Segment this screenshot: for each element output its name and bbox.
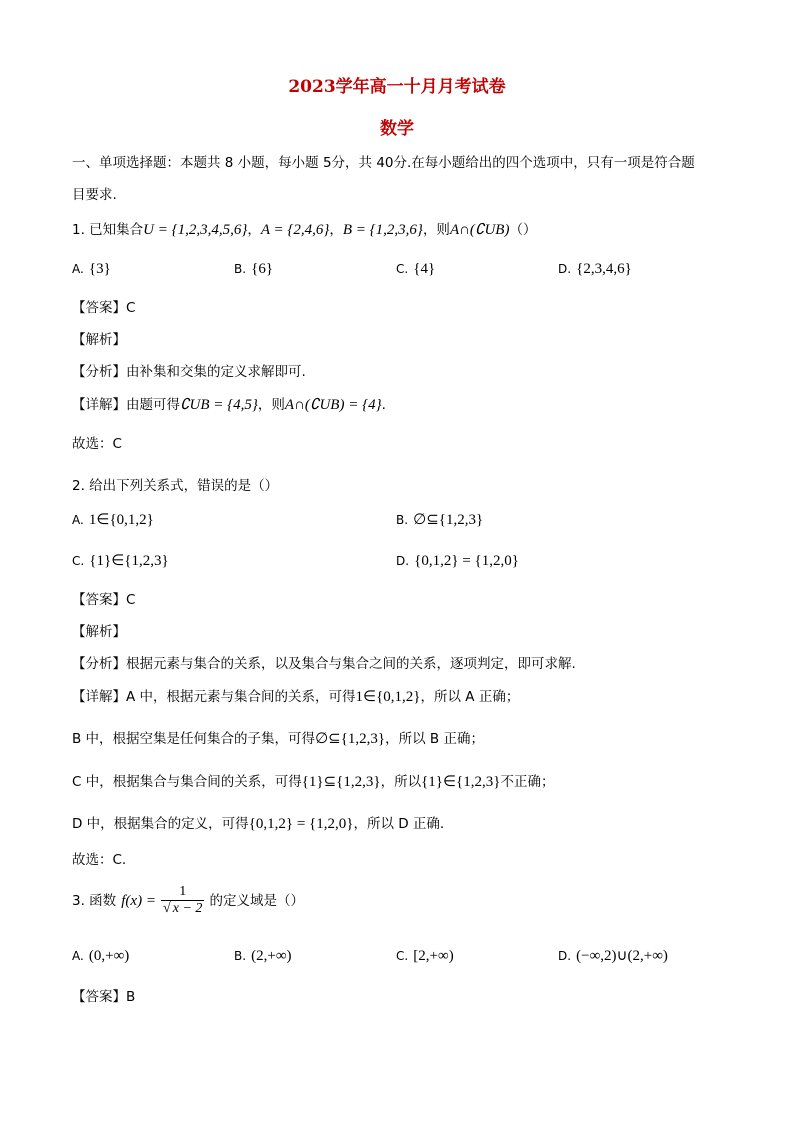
q2-detail-b: [72, 727, 484, 748]
option-text: ∅⊆{1,2,3}: [413, 512, 484, 528]
option-label: A.: [72, 262, 84, 276]
option-label: C.: [396, 949, 409, 963]
answer-tag: 【答案】: [72, 592, 126, 608]
q1-conclusion: 故选：C: [72, 436, 122, 452]
q3-fx: f(x) =: [121, 893, 156, 909]
q3-denominator: √ x − 2: [163, 901, 203, 916]
q1-option-b: [234, 258, 273, 278]
q1-option-d: [558, 258, 632, 278]
q3-option-d: [558, 945, 668, 965]
option-label: B.: [396, 513, 409, 527]
q3-option-a: [72, 945, 129, 965]
q1-expr: A∩(∁UB): [449, 222, 510, 238]
detail-d-pre: D 中，根据集合的定义，可得: [72, 816, 249, 832]
option-text: {0,1,2} = {1,2,0}: [414, 553, 519, 569]
detail-pre: 由题可得: [126, 397, 180, 413]
answer-value: C: [126, 300, 136, 316]
answer-value: C: [126, 592, 136, 608]
detail-d-expr: {0,1,2} = {1,2,0}: [248, 816, 354, 832]
q2-option-a: [72, 509, 154, 529]
q2-detail-d: [72, 812, 444, 833]
option-text: [2,+∞): [413, 948, 454, 964]
detail-c-expr1: {1}⊆{1,2,3}: [301, 774, 381, 790]
q3-suffix: 的定义域是（）: [209, 893, 304, 909]
detail-expr1: ∁UB = {4,5}: [180, 397, 258, 413]
detail-c-mid: ，所以: [380, 774, 422, 790]
detail-expr2: A∩(∁UB) = {4}: [284, 397, 382, 413]
q3-radicand: x − 2: [172, 901, 203, 916]
q1-then: ，则: [422, 222, 450, 238]
q1-fenxi: [72, 360, 306, 380]
option-text: {2,3,4,6}: [576, 261, 632, 277]
option-text: {4}: [413, 261, 436, 277]
option-text: {1}∈{1,2,3}: [89, 553, 169, 569]
option-text: (−∞,2)∪(2,+∞): [576, 948, 668, 964]
detail-tag: 【详解】: [72, 689, 126, 705]
fenxi-text: 根据元素与集合的关系，以及集合与集合之间的关系，逐项判定，即可求解.: [126, 656, 576, 672]
q1-set-a: A = {2,4,6}: [260, 222, 330, 238]
page-subtitle: 数学: [380, 119, 414, 139]
q1-analysis-tag: 【解析】: [72, 332, 126, 348]
question-2-stem: 2. 给出下列关系式，错误的是（）: [72, 478, 279, 494]
option-text: 1∈{0,1,2}: [88, 512, 154, 528]
q3-fraction: [161, 884, 204, 917]
detail-c-expr2: {1}∈{1,2,3}: [421, 774, 501, 790]
q1-answer: [72, 296, 135, 316]
q2-answer: [72, 588, 135, 608]
q2-fenxi: [72, 652, 576, 672]
q1-option-a: [72, 258, 111, 278]
detail-d-post: ，所以 D 正确.: [353, 816, 445, 832]
option-label: A.: [72, 949, 84, 963]
detail-b-pre: B 中，根据空集是任何集合的子集，可得: [72, 731, 316, 747]
page-title: 2023学年高一十月月考试卷: [288, 77, 506, 97]
q2-detail-a: [72, 685, 519, 706]
q1-sep1: ，: [247, 222, 261, 238]
detail-c-post: 不正确；: [500, 774, 555, 790]
detail-end: .: [381, 397, 386, 413]
option-label: A.: [72, 513, 84, 527]
answer-value: B: [126, 989, 136, 1005]
detail-a-pre: A 中，根据元素与集合间的关系，可得: [126, 689, 356, 705]
q1-paren: （）: [509, 222, 537, 238]
q1-prefix: 1. 已知集合: [72, 222, 144, 238]
option-text: {6}: [251, 261, 274, 277]
option-text: (0,+∞): [88, 948, 130, 964]
q3-option-b: [234, 945, 292, 965]
option-text: (2,+∞): [251, 948, 292, 964]
q3-answer: [72, 985, 135, 1005]
detail-a-post: ，所以 A 正确；: [420, 689, 520, 705]
fenxi-tag: 【分析】: [72, 656, 126, 672]
option-label: D.: [558, 262, 572, 276]
option-label: B.: [234, 949, 247, 963]
q2-detail-c: [72, 770, 554, 791]
q2-conclusion: 故选：C.: [72, 852, 127, 868]
q3-option-c: [396, 945, 454, 965]
q1-set-b: B = {1,2,3,6}: [342, 222, 423, 238]
q1-set-u: U = {1,2,3,4,5,6}: [143, 222, 248, 238]
q2-option-b: [396, 509, 483, 529]
question-3-stem: [72, 884, 304, 917]
detail-mid: ，则: [257, 397, 285, 413]
option-label: C.: [396, 262, 409, 276]
option-label: C.: [72, 554, 85, 568]
question-1-stem: [72, 218, 536, 239]
answer-tag: 【答案】: [72, 989, 126, 1005]
detail-tag: 【详解】: [72, 397, 126, 413]
q1-option-c: [396, 258, 435, 278]
detail-b-expr: ∅⊆{1,2,3}: [315, 731, 386, 747]
q3-numerator: 1: [161, 884, 204, 901]
detail-c-pre: C 中，根据集合与集合间的关系，可得: [72, 774, 302, 790]
option-text: {3}: [88, 261, 111, 277]
fenxi-tag: 【分析】: [72, 364, 126, 380]
answer-tag: 【答案】: [72, 300, 126, 316]
option-label: B.: [234, 262, 247, 276]
q2-analysis-tag: 【解析】: [72, 624, 126, 640]
section-instructions-line2: 目要求.: [72, 187, 117, 203]
q3-prefix: 3. 函数: [72, 893, 117, 909]
q1-sep2: ，: [329, 222, 343, 238]
q2-option-d: [396, 550, 519, 570]
q2-option-c: [72, 550, 169, 570]
option-label: D.: [396, 554, 410, 568]
section-instructions-line1: 一、单项选择题：本题共 8 小题，每小题 5分，共 40分.在每小题给出的四个选项中，只有一项是符合题: [72, 155, 695, 171]
q1-detail: [72, 393, 386, 414]
option-label: D.: [558, 949, 572, 963]
detail-b-post: ，所以 B 正确；: [385, 731, 484, 747]
detail-a-expr: 1∈{0,1,2}: [355, 689, 421, 705]
fenxi-text: 由补集和交集的定义求解即可.: [126, 364, 306, 380]
